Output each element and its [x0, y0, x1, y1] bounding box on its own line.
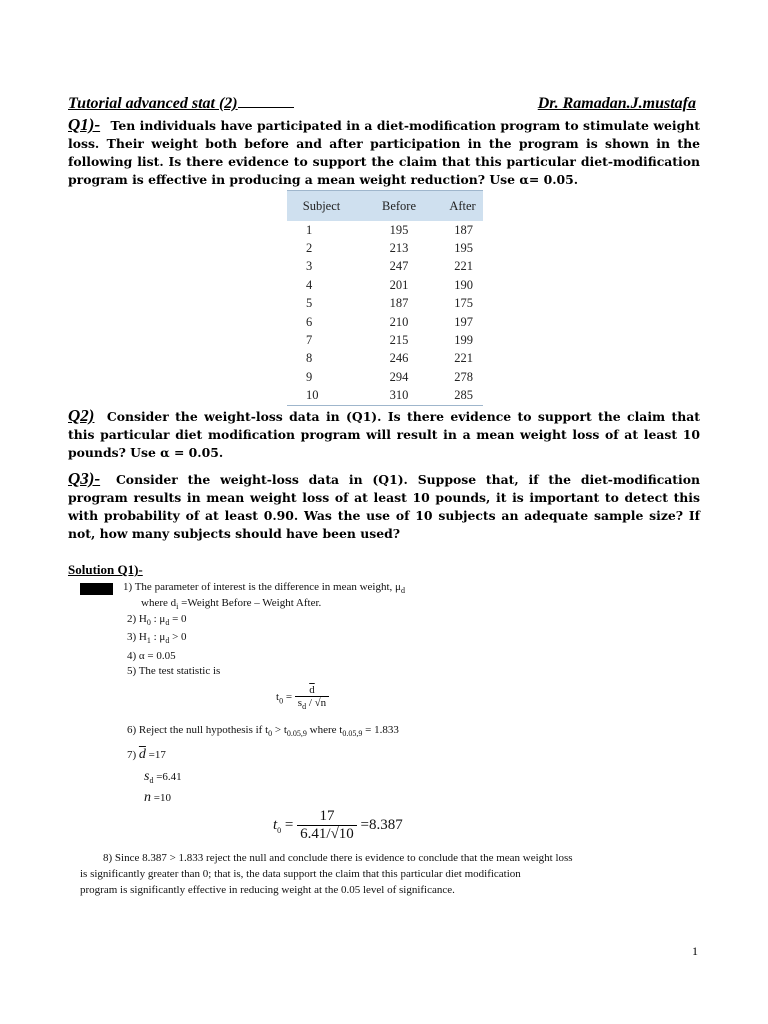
test-statistic-formula: $t_0$ = $\frac{\overline{d}}{s_d / √n}$ [276, 684, 329, 711]
question-1 [68, 116, 700, 189]
table-row [287, 221, 483, 239]
column-header-before: Before [356, 191, 442, 222]
cell-subject: 10 [287, 387, 356, 406]
solution-step-1: 1) The parameter of interest is the difference in mean weight, $\mu_d$ [123, 581, 405, 596]
calculation-fraction: $\frac{17}{6.41/√10}$ [297, 808, 357, 843]
solution-step-6: 6) Reject the null hypothesis if $t_0 > t_{0.05,9}$ where $t_{0.05,9} = 1.833$ [127, 724, 399, 739]
solution-heading: Solution Q1)- [68, 562, 143, 577]
table-row [287, 295, 483, 313]
redaction-bar [80, 583, 113, 595]
cell-subject: 5 [306, 296, 313, 311]
table-row [287, 350, 483, 368]
solution-step-2: 2) $H_0$ : $\mu_d = 0$ [127, 613, 187, 628]
cell-before: 294 [389, 369, 409, 384]
table-row [287, 331, 483, 349]
cell-before: 195 [389, 222, 409, 237]
cell-before: 247 [389, 259, 409, 274]
column-header-subject: Subject [287, 191, 356, 222]
cell-after: 190 [454, 277, 473, 292]
cell-subject: 9 [306, 369, 313, 384]
table-row [287, 239, 483, 257]
question-3 [68, 470, 700, 543]
author-name: Dr. Ramadan.J.mustafa [537, 95, 696, 112]
table-row [287, 276, 483, 294]
cell-after: 195 [454, 241, 473, 256]
table-row [287, 313, 483, 331]
weight-data-table [287, 190, 483, 406]
cell-subject: 3 [306, 259, 313, 274]
solution-step-8-line-2: is significantly greater than 0; that is, the data support the claim that this particular diet modification [80, 868, 521, 880]
cell-after: 221 [454, 259, 473, 274]
cell-before: 246 [389, 351, 409, 366]
cell-subject: 6 [306, 314, 313, 329]
cell-subject: 7 [306, 333, 313, 348]
cell-before: 201 [389, 277, 409, 292]
cell-before: 310 [356, 387, 442, 406]
solution-step-7-n: n =10 [144, 790, 171, 805]
table-header-row [287, 191, 483, 222]
table-row [287, 368, 483, 386]
cell-subject: 1 [306, 222, 313, 237]
cell-subject: 4 [306, 277, 313, 292]
solution-step-8-line-3: program is significantly effective in reducing weight at the 0.05 level of significance. [80, 884, 455, 896]
solution-step-7-mean: 7) $\overline{d} =17$ [127, 747, 166, 762]
solution-step-7-sd: $s_d =6.41$ [144, 769, 182, 786]
cell-after: 221 [454, 351, 473, 366]
table-row [287, 258, 483, 276]
formula-fraction: $\frac{\overline{d}}{s_d / √n}$ [295, 684, 329, 711]
cell-before: 215 [389, 333, 409, 348]
cell-after: 285 [442, 387, 483, 406]
column-header-after: After [442, 191, 483, 222]
cell-after: 199 [454, 333, 473, 348]
solution-step-1-detail: where $d_i$ =Weight Before – Weight After. [141, 597, 322, 612]
cell-subject: 2 [306, 241, 313, 256]
test-statistic-calculation: $t_0$ = $\frac{17}{6.41/√10}$ =8.387 [273, 808, 403, 842]
cell-before: 210 [389, 314, 409, 329]
cell-subject: 8 [306, 351, 313, 366]
cell-after: 187 [454, 222, 473, 237]
solution-step-8-line-1: 8) Since 8.387 > 1.833 reject the null and conclude there is evidence to conclude that the mean weight loss [103, 852, 573, 864]
cell-before: 187 [389, 296, 409, 311]
question-3-text: Consider the weight-loss data in (Q1). Suppose that, if the diet-modification program results in mean weight loss of at least 10 pounds, it is important to detect this with probability of at least 0.90. Was the use of 10 subjects an adequate sample size? If not, how many subjects should have been used? [68, 472, 700, 541]
solution-step-3: 3) $H_1$ : $\mu_d > 0$ [127, 631, 187, 646]
document-title: Tutorial advanced stat (2) [68, 95, 294, 113]
cell-after: 197 [454, 314, 473, 329]
question-2-text: Consider the weight-loss data in (Q1). Is there evidence to support the claim that this particular diet modification program will result in a mean weight loss of at least 10 pounds? Use α = 0.05. [68, 409, 700, 460]
solution-step-5: 5) The test statistic is [127, 665, 221, 677]
question-1-text: Ten individuals have participated in a diet-modification program to stimulate weight loss. Their weight both before and after participation in the program is shown in the following list. Is there evidence to support the claim that this particular diet-modification program is effective in producing a mean weight reduction? Use α= 0.05. [68, 118, 700, 187]
question-3-label: Q3)- [68, 469, 101, 488]
cell-before: 213 [389, 241, 409, 256]
page-number: 1 [692, 944, 698, 958]
question-2 [68, 407, 700, 462]
solution-step-4: 4) α = 0.05 [127, 650, 176, 662]
question-2-label: Q2) [68, 406, 95, 425]
question-1-label: Q1)- [68, 115, 101, 134]
table-row [287, 387, 483, 406]
cell-after: 175 [454, 296, 473, 311]
cell-after: 278 [454, 369, 473, 384]
